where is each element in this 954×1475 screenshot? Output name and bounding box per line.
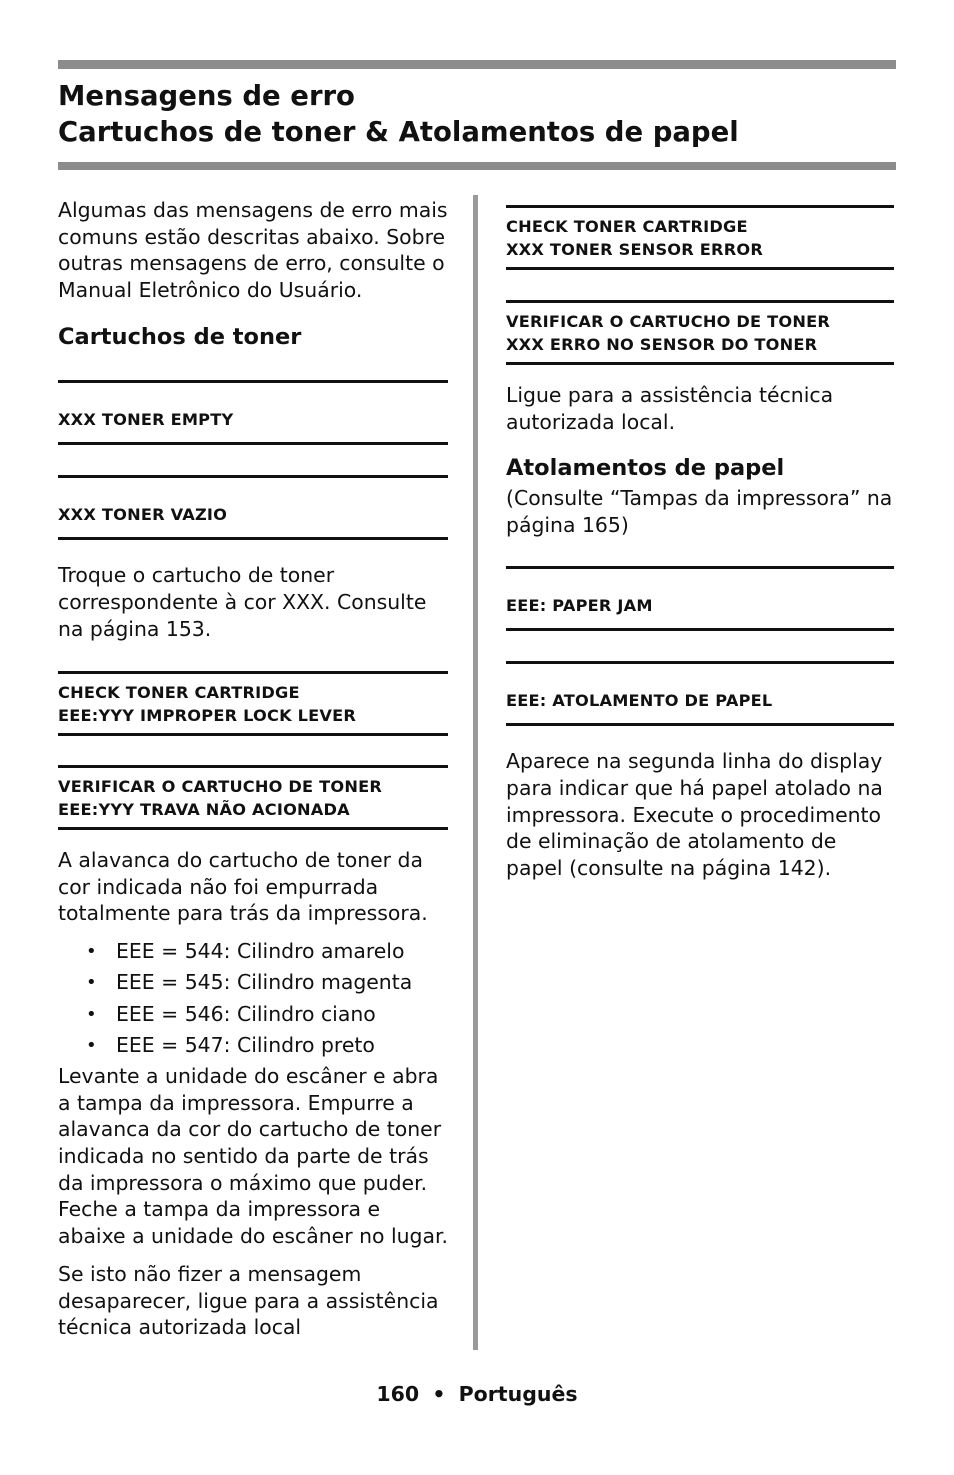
page-title-line1: Mensagens de erro (58, 80, 355, 112)
paper-jam-paragraph: Aparece na segunda linha do display para indicar que há papel atolado na impressora. Execute o procedimento de eliminação de atolamento de papel (consulte na página 142). (506, 749, 883, 880)
section-heading-jam: Atolamentos de papel (506, 455, 785, 482)
see-covers-paragraph: (Consulte “Tampas da impressora” na página 165) (506, 486, 893, 537)
lever-paragraph: A alavanca do cartucho de toner da cor indicada não foi empurrada totalmente para trás da impressora. (58, 848, 428, 926)
footer-separator: • (432, 1382, 446, 1406)
message-line: VERIFICAR O CARTUCHO DE TONER (506, 311, 831, 331)
message-line: EEE:YYY IMPROPER LOCK LEVER (58, 705, 357, 725)
message-line: CHECK TONER CARTRIDGE (58, 682, 300, 702)
page-title-line2: Cartuchos de toner & Atolamentos de papel (58, 116, 739, 148)
section-heading-toner: Cartuchos de toner (58, 324, 302, 351)
header-bottom-rule (58, 162, 896, 170)
header-top-rule (58, 60, 896, 69)
message-box-toner-empty (58, 380, 448, 445)
right-column (506, 197, 894, 881)
message-box-lock-lever-en (58, 671, 448, 736)
message-text: XXX TONER VAZIO (58, 505, 228, 525)
replace-cartridge-paragraph: Troque o cartucho de toner correspondente à cor XXX. Consulte na página 153. (58, 563, 427, 641)
message-box-sensor-pt (506, 300, 894, 365)
cylinder-list (58, 936, 448, 1061)
message-box-paper-jam-pt (506, 661, 894, 726)
message-text: EEE: PAPER JAM (506, 596, 653, 616)
page-title (58, 78, 739, 150)
service-paragraph: Se isto não fizer a mensagem desaparecer, ligue para a assistência técnica autorizada local (58, 1262, 439, 1340)
message-box-paper-jam-en (506, 566, 894, 631)
procedure-paragraph: Levante a unidade do escâner e abra a tampa da impressora. Empurre a alavanca da cor do cartucho de toner indicada no sentido da parte de trás da impressora o máximo que puder. Feche a tampa da impressora e abaixe a unidade do escâner no lugar. (58, 1064, 448, 1248)
list-item: • EEE = 545: Cilindro magenta (58, 967, 448, 998)
message-box-sensor-en (506, 205, 894, 270)
message-box-lock-lever-pt (58, 765, 448, 830)
list-item: • EEE = 546: Cilindro ciano (58, 999, 448, 1030)
message-text: EEE: ATOLAMENTO DE PAPEL (506, 691, 773, 711)
intro-paragraph: Algumas das mensagens de erro mais comuns estão descritas abaixo. Sobre outras mensagens de erro, consulte o Manual Eletrônico do Usuário. (58, 198, 448, 302)
left-column (58, 197, 448, 1341)
page-footer (0, 1380, 954, 1408)
list-item: • EEE = 544: Cilindro amarelo (58, 936, 448, 967)
message-box-toner-vazio (58, 475, 448, 540)
call-service-paragraph: Ligue para a assistência técnica autorizada local. (506, 383, 834, 434)
message-line: EEE:YYY TRAVA NÃO ACIONADA (58, 799, 350, 819)
message-line: VERIFICAR O CARTUCHO DE TONER (58, 776, 383, 796)
message-line: XXX TONER SENSOR ERROR (506, 239, 763, 259)
footer-language: Português (458, 1382, 578, 1406)
list-item: • EEE = 547: Cilindro preto (58, 1030, 448, 1061)
message-text: XXX TONER EMPTY (58, 410, 234, 430)
message-line: CHECK TONER CARTRIDGE (506, 216, 748, 236)
message-line: XXX ERRO NO SENSOR DO TONER (506, 334, 818, 354)
page-number: 160 (376, 1382, 420, 1406)
column-divider (473, 195, 478, 1350)
